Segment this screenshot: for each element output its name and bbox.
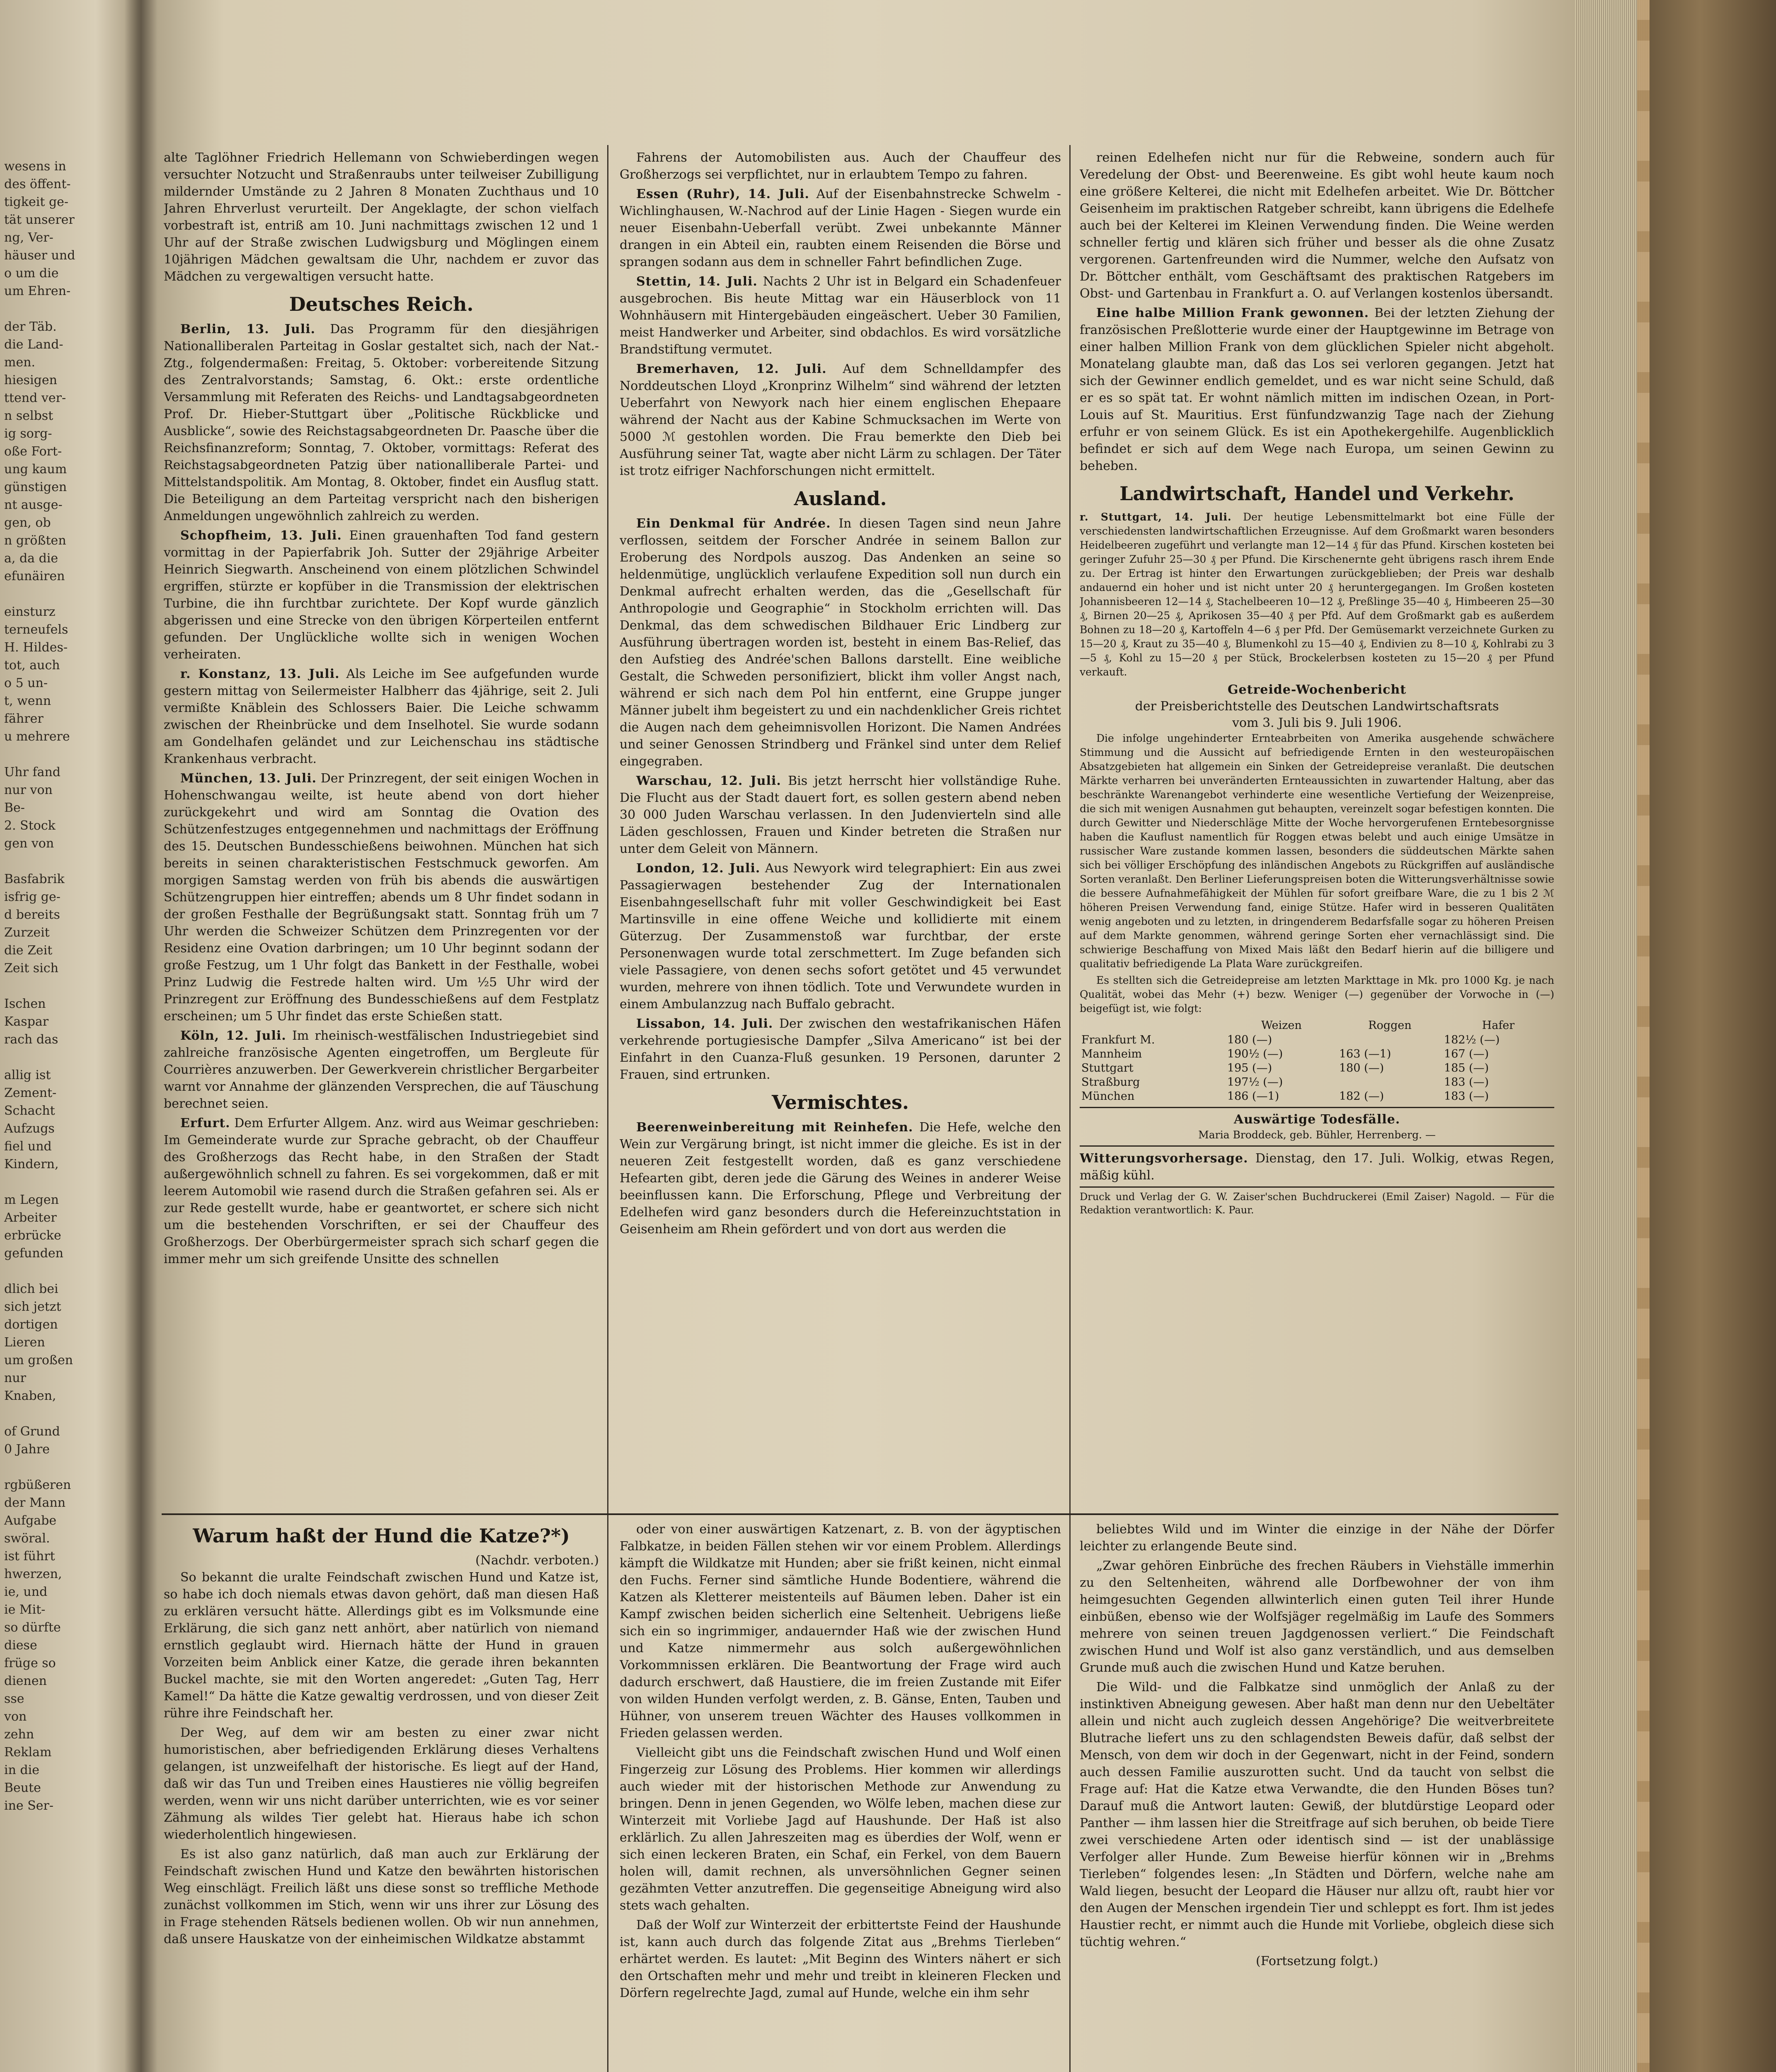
feuilleton-paragraph: Daß der Wolf zur Winterzeit der erbittertste Feind der Haushunde ist, kann auch durch das folgende Zitat aus „Brehms Tierleben“ erhärtet werden. Es lautet: „Mit Beginn des Winters nähert er sich den Ortschaften mehr und mehr und treibt in kleineren Flecken und Dörfern regelrechte Jagd, zumal auf Hunde, welche ein ihm sehr bbox=[620, 1918, 1061, 2000]
article bbox=[620, 1015, 1061, 1083]
previous-page-line: o 5 un- bbox=[4, 676, 48, 690]
previous-page-line bbox=[4, 977, 128, 995]
previous-page-line bbox=[4, 1405, 128, 1423]
column-1 bbox=[164, 149, 599, 1510]
col2-articles bbox=[620, 149, 1061, 479]
grain-price-table bbox=[1080, 1018, 1554, 1104]
col2-foreign-articles bbox=[620, 515, 1061, 1083]
price-cell: 183 (—) bbox=[1444, 1090, 1489, 1103]
previous-page-line: d bereits bbox=[4, 908, 60, 922]
previous-page-line: Zeit sich bbox=[4, 961, 58, 975]
previous-page-line: Basfabrik bbox=[4, 872, 65, 886]
previous-page-line: nur von bbox=[4, 783, 53, 797]
previous-page-line: Uhr fand bbox=[4, 765, 61, 779]
previous-page-line bbox=[4, 746, 128, 763]
previous-page-line: fährer bbox=[4, 712, 44, 726]
grain-report-subtitle: der Preisberichtstelle des Deutschen Landwirtschaftsrats bbox=[1135, 699, 1499, 714]
previous-page-line: die Land- bbox=[4, 337, 63, 352]
previous-page-line: so dürfte bbox=[4, 1620, 61, 1635]
previous-page-line: tigkeit ge- bbox=[4, 195, 69, 209]
article-text: reinen Edelhefen nicht nur für die Rebweine, sondern auch für Veredelung der Obst- und Beerenweine. Es gibt wohl heute kaum noch eine größere Kelterei, die nicht mit Edelhefen arbeitet. Wie Dr. Böttcher Geisenheim im praktischen Ratgeber schreibt, kann übrigens die Edelhefe auch bei der Kelterei im Kleinen Verwendung finden. Die Weine werden schneller fertig und klären sich früher und besser als die ohne Zusatz vergorenen. Gartenfreunden wird die Nummer, welche den Aufsatz von Dr. Böttcher enthält, vom Geschäftsamt des praktischen Ratgebers im Obst- und Gartenbau in Frankfurt a. O. auf Verlangen kostenlos übersandt. bbox=[1080, 150, 1554, 301]
article bbox=[620, 772, 1061, 857]
previous-page-line: gefunden bbox=[4, 1246, 63, 1261]
previous-page-line: t, wenn bbox=[4, 694, 51, 708]
article-dateline: London, 12. Juli. bbox=[636, 861, 761, 876]
book-gutter bbox=[124, 0, 157, 2072]
article bbox=[620, 860, 1061, 1013]
section-heading-landwirtschaft: Landwirtschaft, Handel und Verkehr. bbox=[1119, 482, 1514, 505]
price-header-cell: Hafer bbox=[1482, 1019, 1515, 1032]
column-rule-1 bbox=[607, 145, 608, 2072]
price-header-cell: Weizen bbox=[1261, 1019, 1302, 1032]
previous-page-line: ng, Ver- bbox=[4, 230, 53, 245]
article bbox=[620, 273, 1061, 358]
deaths-rule bbox=[1080, 1107, 1554, 1108]
previous-page-line: günstigen bbox=[4, 480, 67, 494]
previous-page-line: tät unserer bbox=[4, 213, 75, 227]
feuilleton-rule bbox=[162, 1513, 1558, 1515]
previous-page-line: dienen bbox=[4, 1674, 47, 1688]
previous-page-line bbox=[4, 1048, 128, 1066]
previous-page-line: hwerzen, bbox=[4, 1567, 62, 1581]
price-row bbox=[1080, 1061, 1554, 1075]
previous-page-line: der Mann bbox=[4, 1496, 66, 1510]
previous-page-line bbox=[4, 1262, 128, 1280]
previous-page-line: gen von bbox=[4, 836, 54, 851]
previous-page-line: Lieren bbox=[4, 1335, 45, 1350]
previous-page-line: dortigen bbox=[4, 1317, 58, 1332]
col3-articles bbox=[1080, 149, 1554, 474]
previous-page-line: Schacht bbox=[4, 1104, 55, 1118]
price-row bbox=[1080, 1075, 1554, 1089]
previous-page-line: n größten bbox=[4, 533, 66, 548]
previous-page-line: nt ausge- bbox=[4, 498, 63, 512]
price-cell: München bbox=[1081, 1090, 1135, 1103]
previous-page-line: swöral. bbox=[4, 1531, 50, 1546]
section-heading-ausland: Ausland. bbox=[794, 487, 887, 510]
article bbox=[164, 1027, 599, 1112]
price-cell: 197½ (—) bbox=[1227, 1076, 1283, 1089]
previous-page-line: rgbüßeren bbox=[4, 1478, 71, 1492]
previous-page-line: ie, und bbox=[4, 1585, 48, 1599]
price-header-cell: Roggen bbox=[1368, 1019, 1412, 1032]
feuilleton-column-1 bbox=[164, 1521, 599, 2068]
previous-page-line: ig sorg- bbox=[4, 426, 52, 441]
previous-page-line: der Täb. bbox=[4, 320, 57, 334]
intro-paragraph: alte Taglöhner Friedrich Hellemann von Schwieberdingen wegen versuchter Notzucht und Straßenraubs unter teilweiser Zubilligung mildernder Umstände zu 2 Jahren 8 Monaten Zuchthaus und 10 Jahren Ehrverlust verurteilt. Der Angeklagte, der schon vielfach vorbestraft ist, entriß am 10. Juni nachmittags zwischen 12 und 1 Uhr auf der Straße zwischen Ludwigsburg und Möglingen einem 10jährigen Mädchen gewaltsam die Uhr, nachdem er zuvor das Mädchen zu vergewaltigen versucht hatte. bbox=[164, 150, 599, 284]
article-text: Als Leiche im See aufgefunden wurde gestern mittag von Seilermeister Halbherr das 4jährige, seit 2. Juli vermißte Knäblein des Schlossers Baier. Die Leiche schwamm zwischen der Rheinbrücke und dem Inselhotel. Sie wurde sodann am Gondelhafen geländet und zur Leichenschau ins städtische Krankenhaus verbracht. bbox=[164, 667, 599, 766]
section-heading-vermischtes: Vermischtes. bbox=[772, 1091, 909, 1113]
previous-page-line: in die bbox=[4, 1763, 40, 1777]
price-cell: 186 (—1) bbox=[1227, 1090, 1279, 1103]
price-cell: Stuttgart bbox=[1081, 1062, 1134, 1075]
previous-page-line: dlich bei bbox=[4, 1282, 58, 1296]
article-text: In diesen Tagen sind neun Jahre verflossen, seitdem der Forscher Andrée in seinem Ballon zur Eroberung des Nordpols auszog. Das Andenken an seine so heldenmütige, unglücklich verlaufene Expedition soll nun durch ein Denkmal aufrecht erhalten werden, das die „Gesellschaft für Anthropologie und Geographie“ in Stockholm errichten will. Das Denkmal, das dem schwedischen Bildhauer Eric Lindberg zur Ausführung übertragen worden ist, besteht in einem Bas-Relief, das den Aufstieg des Andrée'schen Ballons darstellt. Eine weibliche Gestalt, die Schweden personifiziert, blickt ihm voller Angst nach, während er sich nach dem Pol hin entfernt, eine Gruppe junger Männer jubelt ihm begeistert zu und ein nachdenklicher Greis richtet die Augen nach dem geheimnisvollen Horizont. Die Namen Andrées und seiner Genossen Strindberg und Fränkel sind unter dem Relief eingegraben. bbox=[620, 516, 1061, 769]
previous-page-line: sse bbox=[4, 1692, 24, 1706]
article-text: Bei der letzten Ziehung der französischen Preßlotterie wurde einer der Hauptgewinne im Betrage von einer halben Million Frank von dem glücklichen Spieler nicht abgeholt. Monatelang glaubte man, daß das Los sei verloren gegangen. Jetzt hat sich der Gewinner endlich gemeldet, und es war nicht seine Schuld, daß er es so spät tat. Er wohnt nämlich mitten im indischen Ozean, in Port-Louis auf St. Mauritius. Erst fünfundzwanzig Tage nach der Ziehung erfuhr er von seinem Glück. Es ist ein Apothekergehilfe. Augenblicklich befindet er sich auf dem Wege nach Europa, um seinen Gewinn zu beheben. bbox=[1080, 306, 1554, 473]
previous-page-line: sich jetzt bbox=[4, 1300, 61, 1314]
weather-rule bbox=[1080, 1145, 1554, 1147]
article-text: Im rheinisch-westfälischen Industriegebiet sind zahlreiche französische Agenten eingetroffen, um Bergleute für Courrières anzuwerben. Der Gewerkverein christlicher Bergarbeiter warnt vor Annahme der glänzenden Versprechen, die auf Täuschung berechnet seien. bbox=[164, 1029, 599, 1111]
grain-report-text: Die infolge ungehinderter Ernteabrbeiten von Amerika ausgehende schwächere Stimmung und die Aussicht auf befriedigende Ernten in den westeuropäischen Absatzgebieten hat allgemein ein Sinken der Getreidepreise veranlaßt. Die deutschen Märkte verharren bei unveränderten Ernteaussichten in zuwartender Haltung, aber das beschränkte Warenangebot verhinderte eine wesentliche Vertiefung der Weizenpreise, die sich mit wenigen Ausnahmen gut behaupten, vereinzelt sogar befestigen konnten. Die durch Gewitter und Niederschläge Mitte der Woche hervorgerufenen Erntebesorgnisse haben die Kauflust namentlich für Roggen etwas belebt und auch einige Umsätze in russischer Ware zustande kommen lassen, besonders die süddeutschen Märkte sahen sich bei völliger Erschöpfung des inländischen Angebots zu Rückgriffen auf ausländische Sorten veranlaßt. Den Berliner Lieferungspreisen boten die Witterungsverhältnisse sowie die bessere Aufnahmefähigkeit der Mühlen für sofort greifbare Ware, die zu 1 bis 2 ℳ höheren Preisen Verwendung fand, einige Stütze. Hafer wird in besseren Qualitäten wenig angeboten und zu letzten, in dringenderem Bedarfsfalle sogar zu höheren Preisen auf dem Markte genommen, während geringe Sorten eher vernachlässigt sind. Die schwierige Beschaffung von Mixed Mais läßt den Bedarf hierin auf die billigere und qualitativ befriedigende La Plata Ware zurückgreifen. bbox=[1080, 732, 1554, 970]
price-cell: 195 (—) bbox=[1227, 1062, 1272, 1075]
feuilleton-paragraph: Vielleicht gibt uns die Feindschaft zwischen Hund und Wolf einen Fingerzeig zur Lösung des Problems. Hier kommen wir allerdings auch wieder mit der historischen Methode zur Anwendung zu bringen. Denn in jenen Gegenden, wo Wölfe leben, machen diese zur Winterzeit mit Vorliebe Jagd auf Haushunde. Der Haß ist also erklärlich. Zu allen Jahreszeiten mag es überdies der Wolf, wenn er sich einen leckeren Braten, ein Schaf, ein Ferkel, von dem Bauern holen will, damit rechnen, als unversöhnlichen Gegner seinen gezähmten Vetter anzutreffen. Die gegenseitige Abneigung wird also stets wach gehalten. bbox=[620, 1745, 1061, 1913]
price-cell: 163 (—1) bbox=[1339, 1048, 1391, 1060]
article bbox=[164, 321, 599, 525]
previous-page-line: ung kaum bbox=[4, 462, 67, 477]
previous-page-line: einsturz bbox=[4, 605, 56, 619]
previous-page-line: allig ist bbox=[4, 1068, 51, 1082]
market-text: Der heutige Lebensmittelmarkt bot eine Fülle der verschiedensten landwirtschaftlichen Erzeugnisse. Auf dem Großmarkt waren besonders Heidelbeeren zugeführt und verlangte man 12—14 ₰ für das Pfund. Kirschen kosteten bei geringer Zufuhr 25—30 ₰ per Pfund. Die Kirschenernte geht übrigens rasch ihrem Ende zu. Der Ertrag ist hinter den Erwartungen zurückgeblieben; der Preis war deshalb andauernd ein hoher und ist nicht unter 20 ₰ heruntergegangen. Im Großen kosteten Johannisbeeren 12—14 ₰, Stachelbeeren 10—12 ₰, Preßlinge 35—40 ₰, Himbeeren 25—30 ₰, Birnen 20—25 ₰, Aprikosen 35—40 ₰ per Pfd. Auf dem Großmarkt gab es außerdem Bohnen zu 18—20 ₰, Kartoffeln 4—6 ₰ per Pfd. Der Gemüsemarkt verzeichnete Gurken zu 15—20 ₰, Kraut zu 35—40 ₰, Blumenkohl zu 15—40 ₰, Endivien zu 8—10 ₰, Kohlrabi zu 3—5 ₰, Kohl zu 15—20 ₰ per Stück, Brockelerbsen kosteten zu 15—20 ₰ per Pfund verkauft. bbox=[1080, 511, 1554, 678]
previous-page-line: H. Hildes- bbox=[4, 640, 68, 655]
previous-page-line: a, da die bbox=[4, 551, 58, 566]
article-dateline: Eine halbe Million Frank gewonnen. bbox=[1096, 306, 1369, 320]
previous-page-line: isfrig ge- bbox=[4, 890, 61, 904]
previous-page-line: n selbst bbox=[4, 409, 53, 423]
previous-page-line bbox=[4, 300, 128, 318]
book-binding bbox=[1650, 0, 1776, 2072]
price-cell: 167 (—) bbox=[1444, 1048, 1489, 1060]
article-dateline: München, 13. Juli. bbox=[180, 771, 317, 786]
deaths-title: Auswärtige Todesfälle. bbox=[1233, 1112, 1400, 1127]
previous-page-line bbox=[4, 1173, 128, 1191]
previous-page-line: 2. Stock bbox=[4, 818, 56, 833]
previous-page-fragment bbox=[0, 0, 137, 2072]
previous-page-line: wesens in bbox=[4, 159, 66, 174]
article-dateline: Lissabon, 14. Juli. bbox=[636, 1017, 773, 1031]
previous-page-line: Be- bbox=[4, 801, 25, 815]
previous-page-line: oße Fort- bbox=[4, 444, 62, 459]
price-row bbox=[1080, 1089, 1554, 1104]
feuilleton-paragraph: Die Wild- und die Falbkatze sind unmöglich der Anlaß zu der instinktiven Abneigung gewesen. Aber haßt man denn nur den Uebeltäter allein und nicht auch zugleich dessen Angehörige? Die weitverbreitete Blutrache liefert uns zu den schlagendsten Beweis dafür, daß selbst der Mensch, von dem wir doch in der Gegenwart, nicht in der Feind, sondern auch dessen Familie auszurotten sucht. Und da taucht von selbst die Frage auf: Hat die Katze etwa Verwandte, die den Hunden Böses tun? Darauf muß die Antwort lauten: Gewiß, der blutdürstige Leopard oder Panther — ihm lassen hier die Streitfrage auf sich beruhen, ob beide Tiere zwei verschiedene Arten oder identisch sind — ist der unablässige Verfolger aller Hunde. Zum Beweise hierfür können wir in „Brehms Tierleben“ folgendes lesen: „In Städten und Dörfern, welche nahe am Wald liegen, besucht der Leopard die Häuser nur allzu oft, raubt hier vor den Augen der Menschen irgendein Tier und schleppt es fort. Ihm ist jedes Haustier recht, er nimmt auch die Hunde mit Vorliebe, obgleich diese sich tüchtig wehren.“ bbox=[1080, 1680, 1554, 1949]
price-cell: 180 (—) bbox=[1339, 1062, 1384, 1075]
feuilleton-paragraph: beliebtes Wild und im Winter die einzige in der Nähe der Dörfer leichter zu erlangende Beute sind. bbox=[1080, 1522, 1554, 1554]
article-dateline: r. Konstanz, 13. Juli. bbox=[180, 667, 340, 681]
previous-page-line: um Ehren- bbox=[4, 284, 71, 298]
feuilleton-paragraph: So bekannt die uralte Feindschaft zwischen Hund und Katze ist, so habe ich doch niemals etwas davon gehört, daß man diesen Haß zu erklären versucht hätte. Allerdings gibt es im Volksmunde eine Erklärung, die sich ganz nett anhört, aber natürlich von niemand ernstlich geglaubt wird. Hiernach hätte der Hund in grauen Vorzeiten beim Anblick einer Katze, die gerade ihren bekannten Buckel machte, sie mit den Worten angeredet: „Guten Tag, Herr Kamel!“ Da hätte die Katze gewaltig verdrossen, und von dieser Zeit rühre ihre Feindschaft her. bbox=[164, 1570, 599, 1721]
article bbox=[164, 770, 599, 1025]
price-cell: 180 (—) bbox=[1227, 1034, 1272, 1046]
price-cell: Straßburg bbox=[1081, 1076, 1140, 1089]
article-text: Der Prinzregent, der seit einigen Wochen in Hohenschwangau weilte, ist heute abend von dort hieher zurückgekehrt und wird am Sonntag die Ovation des Schützenfestzuges entgegennehmen und nachmittags der Eröffnung des 15. Deutschen Bundesschießens beiwohnen. München hat sich bereits in seinen charakteristischen Festschmuck geworfen. Am morgigen Samstag werden von früh bis abends die auswärtigen Schützengruppen hier eintreffen; abends um 8 Uhr findet sodann in der großen Festhalle der Begrüßungsakt statt. Sonntag früh um 7 Uhr werden die Schweizer Schützen dem Prinzregenten vor der Residenz eine Ovation darbringen; um 10 Uhr beginnt sodann der große Festzug, um 1 Uhr folgt das Bankett in der Festhalle, wobei Prinz Ludwig die Festrede halten wird. Um ½5 Uhr wird der Prinzregent zur Eröffnung des Bundesschießens auf dem Festplatz erscheinen; um 5 Uhr findet das erste Schießen statt. bbox=[164, 771, 599, 1024]
previous-page-text bbox=[4, 157, 128, 1815]
previous-page-line: ttend ver- bbox=[4, 391, 66, 405]
article-dateline: Berlin, 13. Juli. bbox=[180, 322, 315, 336]
price-row bbox=[1080, 1047, 1554, 1061]
previous-page-line: Beute bbox=[4, 1781, 41, 1795]
previous-page-line: Arbeiter bbox=[4, 1210, 57, 1225]
price-cell: Mannheim bbox=[1081, 1048, 1142, 1060]
previous-page-line: hiesigen bbox=[4, 373, 57, 387]
article-dateline: Warschau, 12. Juli. bbox=[636, 774, 781, 788]
previous-page-line bbox=[4, 1458, 128, 1476]
article-dateline: Ein Denkmal für Andrée. bbox=[636, 516, 831, 531]
article-text: Der zwischen den westafrikanischen Häfen verkehrende portugiesische Dampfer „Silva Americano“ ist bei der Einfahrt in den Cuanza-Fluß gesunken. 19 Personen, darunter 2 Frauen, sind ertrunken. bbox=[620, 1017, 1061, 1082]
feuilleton-paragraph: oder von einer auswärtigen Katzenart, z. B. von der ägyptischen Falbkatze, in beiden Fällen stehen wir vor einem Problem. Allerdings kämpft die Wildkatze mit Hunden; aber sie frißt keinen, nicht einmal den Fuchs. Ferner sind sämtliche Hunde Bodentiere, während die Katzen als Kletterer meistenteils auf Bäumen leben. Daher ist ein Kampf zwischen beiden sicherlich eine Seltenheit. Uebrigens ließe sich ein so ingrimmiger, andauernder Haß wie der zwischen Hund und Katze nimmermehr aus solch außergewöhnlichen Vorkommnissen erklären. Die Beantwortung der Frage wird auch dadurch erschwert, daß Haustiere, die im freien Zustande mit Eifer von wilden Hunden verfolgt werden, z. B. Gänse, Enten, Tauben und Hühner, von unserem treuen Wächter des Hauses vollkommen in Frieden gelassen werden. bbox=[620, 1522, 1061, 1740]
price-cell: 185 (—) bbox=[1444, 1062, 1489, 1075]
price-cell: 190½ (—) bbox=[1227, 1048, 1283, 1060]
previous-page-line: m Legen bbox=[4, 1193, 59, 1207]
weather-text: Dienstag, den 17. Juli. Wolkig, etwas Regen, mäßig kühl. bbox=[1080, 1151, 1554, 1183]
market-report bbox=[1080, 510, 1554, 679]
deaths-text: Maria Broddeck, geb. Bühler, Herrenberg. — bbox=[1198, 1129, 1436, 1141]
previous-page-line bbox=[4, 852, 128, 870]
previous-page-line: des öffent- bbox=[4, 177, 71, 191]
previous-page-line: men. bbox=[4, 355, 36, 370]
article-dateline: Stettin, 14. Juli. bbox=[636, 274, 758, 289]
previous-page-line: o um die bbox=[4, 266, 59, 281]
article bbox=[620, 1119, 1061, 1238]
article bbox=[620, 186, 1061, 271]
article-dateline: Schopfheim, 13. Juli. bbox=[180, 528, 342, 543]
weather-forecast bbox=[1080, 1150, 1554, 1184]
article-text: Bis jetzt herrscht hier vollständige Ruhe. Die Flucht aus der Stadt dauert fort, es sollen gestern abend neben 30 000 Juden Warschau verlassen. In den Judenvierteln sind alle Läden geschlossen, Frauen und Kinder betreten die Straßen nur unter dem Geleit von Männern. bbox=[620, 774, 1061, 856]
previous-page-line: tot, auch bbox=[4, 658, 60, 673]
col2-misc-articles bbox=[620, 1119, 1061, 1238]
previous-page-line: Knaben, bbox=[4, 1389, 56, 1403]
price-row bbox=[1080, 1033, 1554, 1047]
article-text: Fahrens der Automobilisten aus. Auch der Chauffeur des Großherzogs sei verpflichtet, nur in erlaubtem Tempo zu fahren. bbox=[620, 150, 1061, 182]
previous-page-line: ist führt bbox=[4, 1549, 55, 1564]
feuilleton-text-1 bbox=[164, 1569, 599, 1948]
previous-page-line: Reklam bbox=[4, 1745, 52, 1760]
previous-page-line: Ischen bbox=[4, 997, 46, 1011]
previous-page-line: erbrücke bbox=[4, 1228, 61, 1243]
article bbox=[1080, 149, 1554, 302]
column-rule-2 bbox=[1069, 145, 1071, 2072]
article-text: Auf dem Schnelldampfer des Norddeutschen Lloyd „Kronprinz Wilhelm“ sind während der letzten Ueberfahrt von Newyork nach hier einem englischen Ehepaare während der Nacht aus der Kabine Schmucksachen im Werte von 5000 ℳ gestohlen worden. Die Frau bemerkte den Dieb bei Ausführung seiner Tat, wagte aber nicht Lärm zu schlagen. Der Täter ist trotz eifriger Nachforschungen nicht ermittelt. bbox=[620, 362, 1061, 478]
price-table-body bbox=[1080, 1033, 1554, 1104]
column-2 bbox=[620, 149, 1061, 1510]
article-dateline: Köln, 12. Juli. bbox=[180, 1029, 286, 1043]
article-dateline: Erfurt. bbox=[180, 1116, 230, 1130]
article-text: Auf der Eisenbahnstrecke Schwelm - Wichlinghausen, W.-Nachrod auf der Linie Hagen - Siegen wurde ein neuer Eisenbahn-Ueberfall verübt. Zwei unbekannte Männer drangen in ein Abteil ein, raubten einem Reisenden die Börse und sprangen sodann aus dem in schneller Fahrt befindlichen Zuge. bbox=[620, 187, 1061, 269]
previous-page-line: früge so bbox=[4, 1656, 56, 1670]
previous-page-line: um großen bbox=[4, 1353, 73, 1368]
previous-page-line: die Zeit bbox=[4, 943, 53, 958]
article-text: Dem Erfurter Allgem. Anz. wird aus Weimar geschrieben: Im Gemeinderate wurde zur Sprache gebracht, ob der Chauffeur des Großherzogs das Recht habe, in den Straßen der Stadt außergewöhnlich schnell zu fahren. Es sei vorgekommen, daß er mit leerem Automobil wie rasend durch die Straßen gefahren sei. Als er zur Rede gestellt wurde, habe er geantwortet, er schere sich nicht um die bestehenden Vorschriften, er sei der Chauffeur des Großherzogs. Der Oberbürgermeister sprach sich scharf gegen die immer mehr um sich greifende Unsitte des schnellen bbox=[164, 1116, 599, 1266]
price-cell bbox=[1337, 1033, 1442, 1047]
feuilleton-text-2 bbox=[620, 1521, 1061, 2002]
feuilleton-column-2 bbox=[620, 1521, 1061, 2072]
grain-report-dates: vom 3. Juli bis 9. Juli 1906. bbox=[1232, 716, 1402, 730]
article bbox=[620, 361, 1061, 479]
feuilleton-title: Warum haßt der Hund die Katze?*) bbox=[193, 1525, 570, 1547]
article-text: Aus Newyork wird telegraphiert: Ein aus zwei Passagierwagen bestehender Zug der Internationalen Eisenbahngesellschaft fuhr mit voller Geschwindigkeit bei East Martinsville in eine offene Weiche und kollidierte mit einem Güterzug. Der Zusammenstoß war furchtbar, der erste Personenwagen wurde total zerschmettert. Im Zuge befanden sich viele Passagiere, von denen sechs sofort getötet und 45 verwundet wurden, mehrere von ihnen tödlich. Tote und Verwundete wurden in einem Ambulanzzug nach Buffalo gebracht. bbox=[620, 861, 1061, 1012]
article bbox=[164, 1115, 599, 1268]
feuilleton-paragraph: Der Weg, auf dem wir am besten zu einer zwar nicht humoristischen, aber befriedigenden Erklärung dieses Verhaltens gelangen, ist unzweifelhaft der historische. Es liegt auf der Hand, daß wir das Tun und Treiben eines Haustieres nie völlig begreifen werden, wenn wir uns nicht darüber unterrichten, wie es vor seiner Zähmung als wildes Tier gelebt hat. Hieraus habe ich schon wiederholentlich hingewiesen. bbox=[164, 1726, 599, 1842]
previous-page-line: rach das bbox=[4, 1032, 58, 1047]
previous-page-line: of Grund bbox=[4, 1424, 60, 1439]
article-dateline: Essen (Ruhr), 14. Juli. bbox=[636, 187, 809, 201]
price-table-header bbox=[1080, 1018, 1554, 1033]
previous-page-line: häuser und bbox=[4, 248, 75, 263]
article-dateline: Bremerhaven, 12. Juli. bbox=[636, 362, 827, 376]
grain-report-title: Getreide-Wochenbericht bbox=[1227, 683, 1407, 697]
previous-page-line: gen, ob bbox=[4, 516, 51, 530]
article-dateline: Beerenweinbereitung mit Reinhefen. bbox=[636, 1120, 913, 1135]
previous-page-line: terneufels bbox=[4, 622, 68, 637]
previous-page-line: Zement- bbox=[4, 1086, 57, 1100]
imprint: Druck und Verlag der G. W. Zaiser'schen Buchdruckerei (Emil Zaiser) Nagold. — Für die Redaktion verantwortlich: K. Paur. bbox=[1080, 1191, 1554, 1216]
previous-page-line: fiel und bbox=[4, 1139, 52, 1154]
previous-page-line: u mehrere bbox=[4, 729, 70, 744]
market-dateline: r. Stuttgart, 14. Juli. bbox=[1080, 511, 1232, 523]
price-cell bbox=[1337, 1075, 1442, 1089]
feuilleton-column-3 bbox=[1080, 1521, 1554, 2072]
col1-articles bbox=[164, 321, 599, 1268]
previous-page-line: nur bbox=[4, 1371, 26, 1385]
price-cell: 182½ (—) bbox=[1444, 1034, 1500, 1046]
price-header-cell bbox=[1080, 1018, 1226, 1033]
article bbox=[1080, 305, 1554, 474]
previous-page-line: ine Ser- bbox=[4, 1798, 53, 1813]
previous-page-line bbox=[4, 585, 128, 603]
feuilleton-text-3 bbox=[1080, 1521, 1554, 1951]
previous-page-line: Zurzeit bbox=[4, 925, 50, 940]
price-cell: Frankfurt M. bbox=[1081, 1034, 1155, 1046]
grain-report-text-2: Es stellten sich die Getreidepreise am letzten Markttage in Mk. pro 1000 Kg. je nach Qualität, wobei das Mehr (+) bezw. Weniger (—) gegenüber der Vorwoche in (—) beigefügt ist, wie folgt: bbox=[1080, 974, 1554, 1014]
article bbox=[164, 527, 599, 663]
feuilleton-note: (Nachdr. verboten.) bbox=[475, 1553, 599, 1568]
previous-page-line: zehn bbox=[4, 1727, 34, 1742]
article-text: Das Programm für den diesjährigen Nationalliberalen Parteitag in Goslar gestaltet sich, nach der Nat.-Ztg., folgendermaßen: Freitag, 5. Oktober: vorbereitende Sitzung des Zentralvorstands; Samstag, 6. Okt.: erste ordentliche Versammlung mit Referaten des Reichs- und Landtagsabgeordneten Prof. Dr. Hieber-Stuttgart über „Politische Rückblicke und Ausblicke“, sowie des Reichstagsabgeordneten Dr. Paasche über die Reichsfinanzreform; Sonntag, 7. Oktober, vormittags: Referat des Reichstagsabgeordneten Patzig über nationalliberale Partei- und Mittelstandspolitik. Am Montag, 8. Oktober, findet ein Ausflug statt. Die Beteiligung an dem Parteitag verspricht nach den bisherigen Anmeldungen ungewöhnlich zahlreich zu werden. bbox=[164, 322, 599, 523]
article bbox=[620, 149, 1061, 183]
feuilleton-paragraph: Es ist also ganz natürlich, daß man auch zur Erklärung der Feindschaft zwischen Hund und Katze den bewährten historischen Weg einschlägt. Freilich läßt uns diese sonst so treffliche Methode zunächst vollkommen im Stich, wenn wir uns ihrer zur Lösung des in Frage stehenden Rätsels bedienen wollen. Ob wir nun annehmen, daß unsere Hauskatze von der einheimischen Wildkatze abstammt bbox=[164, 1847, 599, 1946]
price-cell: 182 (—) bbox=[1339, 1090, 1384, 1103]
previous-page-line: ie Mit- bbox=[4, 1602, 46, 1617]
continuation-note: (Fortsetzung folgt.) bbox=[1256, 1954, 1378, 1968]
price-cell: 183 (—) bbox=[1444, 1076, 1489, 1089]
article-text: Einen grauenhaften Tod fand gestern vormittag in der Papierfabrik Joh. Sutter der 29jährige Arbeiter Heinrich Siegwarth. Anscheinend von einem plötzlichen Schwindel ergriffen, stürzte er kopfüber in die Transmission der elektrischen Turbine, die ihn furchtbar zurichtete. Der Kopf wurde gänzlich abgerissen und eine Strecke von den übrigen Körperteilen entfernt gefunden. Der Unglückliche wollte sich in wenigen Wochen verheiraten. bbox=[164, 528, 599, 662]
previous-page-line: Aufgabe bbox=[4, 1513, 57, 1528]
article bbox=[620, 515, 1061, 770]
previous-page-line: diese bbox=[4, 1638, 37, 1653]
previous-page-line: von bbox=[4, 1709, 27, 1724]
previous-page-line: Aufzugs bbox=[4, 1121, 55, 1136]
imprint-rule bbox=[1080, 1186, 1554, 1188]
previous-page-line: efunäiren bbox=[4, 569, 65, 583]
feuilleton-paragraph: „Zwar gehören Einbrüche des frechen Räubers in Viehställe immerhin zu den Seltenheiten, während alle Dorfbewohner der von ihm heimgesuchten Gegenden allwinterlich einen guten Teil ihrer Hunde einbüßen, ebenso wie der Wolfsjäger regelmäßig im Laufe des Sommers mehrere von seinen treuen Jagdgenossen verliert.“ Die Feindschaft zwischen Hund und Wolf ist also ganz verständlich, und aus demselben Grunde muß auch die zwischen Hund und Katze beruhen. bbox=[1080, 1559, 1554, 1675]
previous-page-line: 0 Jahre bbox=[4, 1442, 50, 1457]
column-3 bbox=[1080, 149, 1554, 1510]
article bbox=[164, 666, 599, 767]
weather-label: Witterungsvorhersage. bbox=[1080, 1151, 1248, 1166]
article-text: Die Hefe, welche den Wein zur Vergärung bringt, ist nicht immer die gleiche. Es ist in der neueren Zeit festgestellt worden, daß es ganz verschiedene Hefearten gibt, deren jede die Gärung des Weines in anderer Weise beeinflussen kann. Die Erforschung, Pflege und Verbreitung der Edelhefen wird ganz besonders durch die Hefereinzuchtstation in Geisenheim am Rhein gefördert und von dort aus werden die bbox=[620, 1120, 1061, 1237]
previous-page-line: Kaspar bbox=[4, 1014, 49, 1029]
article-text: Nachts 2 Uhr ist in Belgard ein Schadenfeuer ausgebrochen. Bis heute Mittag war ein Häuserblock von 11 Wohnhäusern mit Hintergebäuden eingeäschert. Ueber 30 Familien, meist Handwerker und Arbeiter, sind obdachlos. Es wird vorsätzliche Brandstiftung vermutet. bbox=[620, 274, 1061, 357]
previous-page-line: Kindern, bbox=[4, 1157, 59, 1172]
section-heading-deutsches-reich: Deutsches Reich. bbox=[289, 293, 474, 315]
